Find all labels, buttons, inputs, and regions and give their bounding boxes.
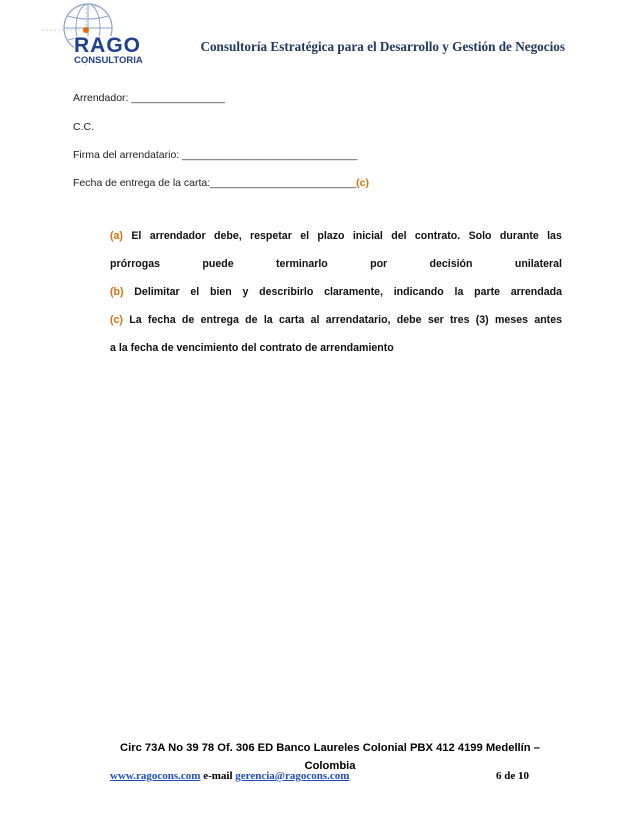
note-word: indicando — [393, 286, 444, 298]
note-word: debe — [396, 314, 422, 326]
note-word: entrega — [200, 314, 239, 326]
note-word: puede — [202, 258, 234, 270]
note-word: de — [245, 314, 258, 326]
website-link[interactable]: www.ragocons.com — [110, 770, 201, 782]
note-word: el — [300, 230, 310, 242]
note-word: debe, — [213, 230, 242, 242]
footer-address-line2: Colombia — [304, 760, 356, 772]
email-label: e-mail — [203, 770, 233, 782]
note-word: de — [181, 314, 195, 326]
note-word: plazo — [317, 230, 345, 242]
note-word: las — [547, 230, 562, 242]
note-word: el — [190, 286, 200, 298]
email-link[interactable]: gerencia@ragocons.com — [235, 770, 350, 782]
footer-links — [110, 770, 349, 782]
note-word: bien — [209, 286, 232, 298]
logo-subtitle: CONSULTORIA — [74, 55, 143, 66]
note-word: Solo — [468, 230, 492, 242]
note-word: contrato. — [414, 230, 461, 242]
note-word: arrendatario, — [325, 314, 391, 326]
note-word: meses — [495, 314, 529, 326]
note-c-line1 — [110, 314, 562, 326]
header-title: Consultoría Estratégica para el Desarrollo y Gestión de Negocios — [200, 39, 565, 54]
note-word: durante — [499, 230, 539, 242]
footer-address-line1: Circ 73A No 39 78 Of. 306 ED Banco Laureles Colonial PBX 412 4199 Medellín – — [120, 742, 540, 754]
note-word: ser — [427, 314, 444, 326]
note-mark: (c) — [110, 314, 123, 326]
note-word: la — [454, 286, 464, 298]
note-word: unilateral — [514, 258, 562, 270]
note-word: arrendador — [149, 230, 206, 242]
note-b-line — [110, 286, 562, 298]
note-mark: (a) — [110, 230, 123, 242]
note-word: fecha — [147, 314, 176, 326]
cc-field: C.C. — [73, 121, 94, 133]
note-word: prórrogas — [110, 258, 161, 270]
arrendador-field: Arrendador: ________________ — [73, 92, 225, 104]
note-word: decisión — [429, 258, 473, 270]
note-word: describirlo — [259, 286, 314, 298]
note-word: carta — [278, 314, 305, 326]
note-word: respetar — [250, 230, 292, 242]
note-word: del — [391, 230, 407, 242]
note-word: por — [370, 258, 388, 270]
note-word: parte — [474, 286, 500, 298]
fecha-entrega-mark: (c) — [356, 177, 370, 189]
note-word: antes — [534, 314, 562, 326]
logo-name: RAGO — [74, 34, 141, 57]
fecha-entrega-field — [73, 177, 369, 189]
page-number: 6 de 10 — [496, 770, 529, 782]
note-a-line2 — [110, 258, 562, 270]
note-word: (3) — [475, 314, 489, 326]
firma-field: Firma del arrendatario: ______________________________ — [73, 149, 358, 161]
note-word: terminarlo — [275, 258, 328, 270]
note-word: la — [263, 314, 273, 326]
note-word: claramente, — [324, 286, 383, 298]
note-word: tres — [450, 314, 470, 326]
note-word: y — [242, 286, 249, 298]
note-word: El — [131, 230, 142, 242]
note-a-line1 — [110, 230, 562, 242]
note-c-line2: a la fecha de vencimiento del contrato de arrendamiento — [110, 342, 394, 354]
note-mark: (b) — [110, 286, 124, 298]
note-word: inicial — [352, 230, 383, 242]
note-word: arrendada — [510, 286, 562, 298]
note-word: Delimitar — [134, 286, 180, 298]
note-word: al — [310, 314, 320, 326]
note-word: La — [129, 314, 142, 326]
company-logo — [40, 2, 160, 68]
fecha-entrega-label: Fecha de entrega de la carta:_________________________ — [73, 177, 357, 189]
